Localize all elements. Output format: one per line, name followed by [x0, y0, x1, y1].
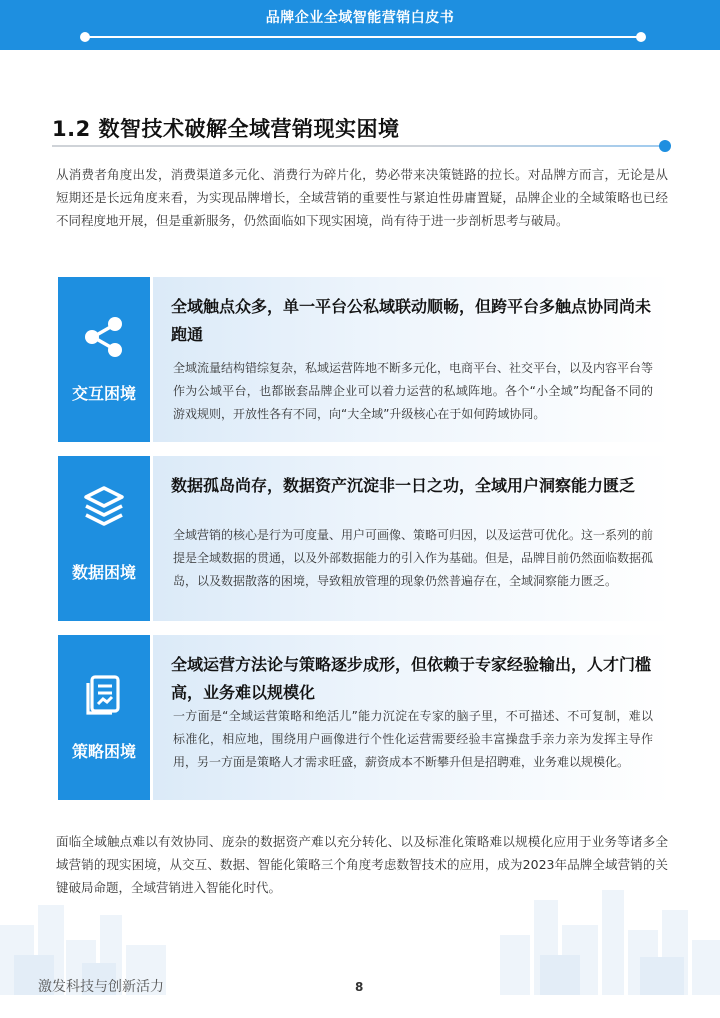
- card-heading: 全域运营方法论与策略逐步成形，但依赖于专家经验输出，人才门槛高，业务难以规模化: [171, 655, 652, 702]
- card-text: 全域流量结构错综复杂，私域运营阵地不断多元化，电商平台、社交平台，以及内容平台等作为公域平台，也都嵌套品牌企业可以着力运营的私域阵地。各个“小全域”均配备不同的游戏规则，开放性各有不同，向“大全域”升级核心在于如何跨域协同。: [173, 361, 654, 421]
- card-text: 一方面是“全域运营策略和绝活儿”能力沉淀在专家的脑子里，不可描述、不可复制，难以标准化，相应地，围绕用户画像进行个性化运营需要经验丰富操盘手亲力亲为发挥主导作用，另一方面是策略人才需求旺盛，薪资成本不断攀升但是招聘难，业务难以规模化。: [173, 709, 653, 769]
- card-side-panel: [58, 277, 150, 442]
- layers-icon: [80, 482, 128, 530]
- document-title: 品牌企业全域智能营销白皮书: [265, 10, 455, 26]
- card-interaction: [58, 277, 672, 442]
- card-strategy: [58, 635, 672, 800]
- page-number: 8: [355, 980, 364, 994]
- card-data: [58, 456, 672, 621]
- title-dot: [659, 140, 671, 152]
- header-dot-left: [80, 32, 90, 42]
- section-title: 1.2 数智技术破解全域营销现实困境: [52, 117, 400, 141]
- card-body: [153, 635, 672, 800]
- card-label: 策略困境: [71, 742, 136, 761]
- card-side-panel: [58, 635, 150, 800]
- card-heading: 全域触点众多，单一平台公私域联动顺畅，但跨平台多触点协同尚未跑通: [171, 297, 652, 344]
- closing-paragraph: 面临全域触点难以有效协同、庞杂的数据资产难以充分转化、以及标准化策略难以规模化应用于业务等诸多全域营销的现实困境，从交互、数据、智能化策略三个角度考虑数智技术的应用，成为2023年品牌全域营销的关键破局命题，全域营销进入智能化时代。: [56, 834, 668, 895]
- card-body: [153, 456, 672, 621]
- title-rule: [52, 145, 666, 147]
- card-side-panel: [58, 456, 150, 621]
- intro-paragraph: 从消费者角度出发，消费渠道多元化、消费行为碎片化，势必带来决策链路的拉长。对品牌方而言，无论是从短期还是长远角度来看，为实现品牌增长，全域营销的重要性与紧迫性毋庸置疑，品牌企业的全域策略也已经不同程度地开展，但是重新服务，仍然面临如下现实困境，尚有待于进一步剖析思考与破局。: [56, 167, 668, 228]
- card-text: 全域营销的核心是行为可度量、用户可画像、策略可归因，以及运营可优化。这一系列的前提是全域数据的贯通，以及外部数据能力的引入作为基础。但是，品牌目前仍然面临数据孤岛，以及数据散落的困境，导致粗放管理的现象仍然普遍存在，全域洞察能力匮乏。: [173, 528, 654, 588]
- share-icon: [80, 313, 128, 361]
- header-rule: [84, 36, 640, 38]
- report-icon: [80, 671, 128, 719]
- card-label: 交互困境: [71, 384, 136, 403]
- footer-slogan: 激发科技与创新活力: [38, 979, 164, 995]
- page-header: [0, 0, 720, 50]
- card-body: [153, 277, 672, 442]
- card-heading: 数据孤岛尚存，数据资产沉淀非一日之功，全域用户洞察能力匮乏: [171, 476, 636, 495]
- header-dot-right: [636, 32, 646, 42]
- card-label: 数据困境: [71, 563, 136, 582]
